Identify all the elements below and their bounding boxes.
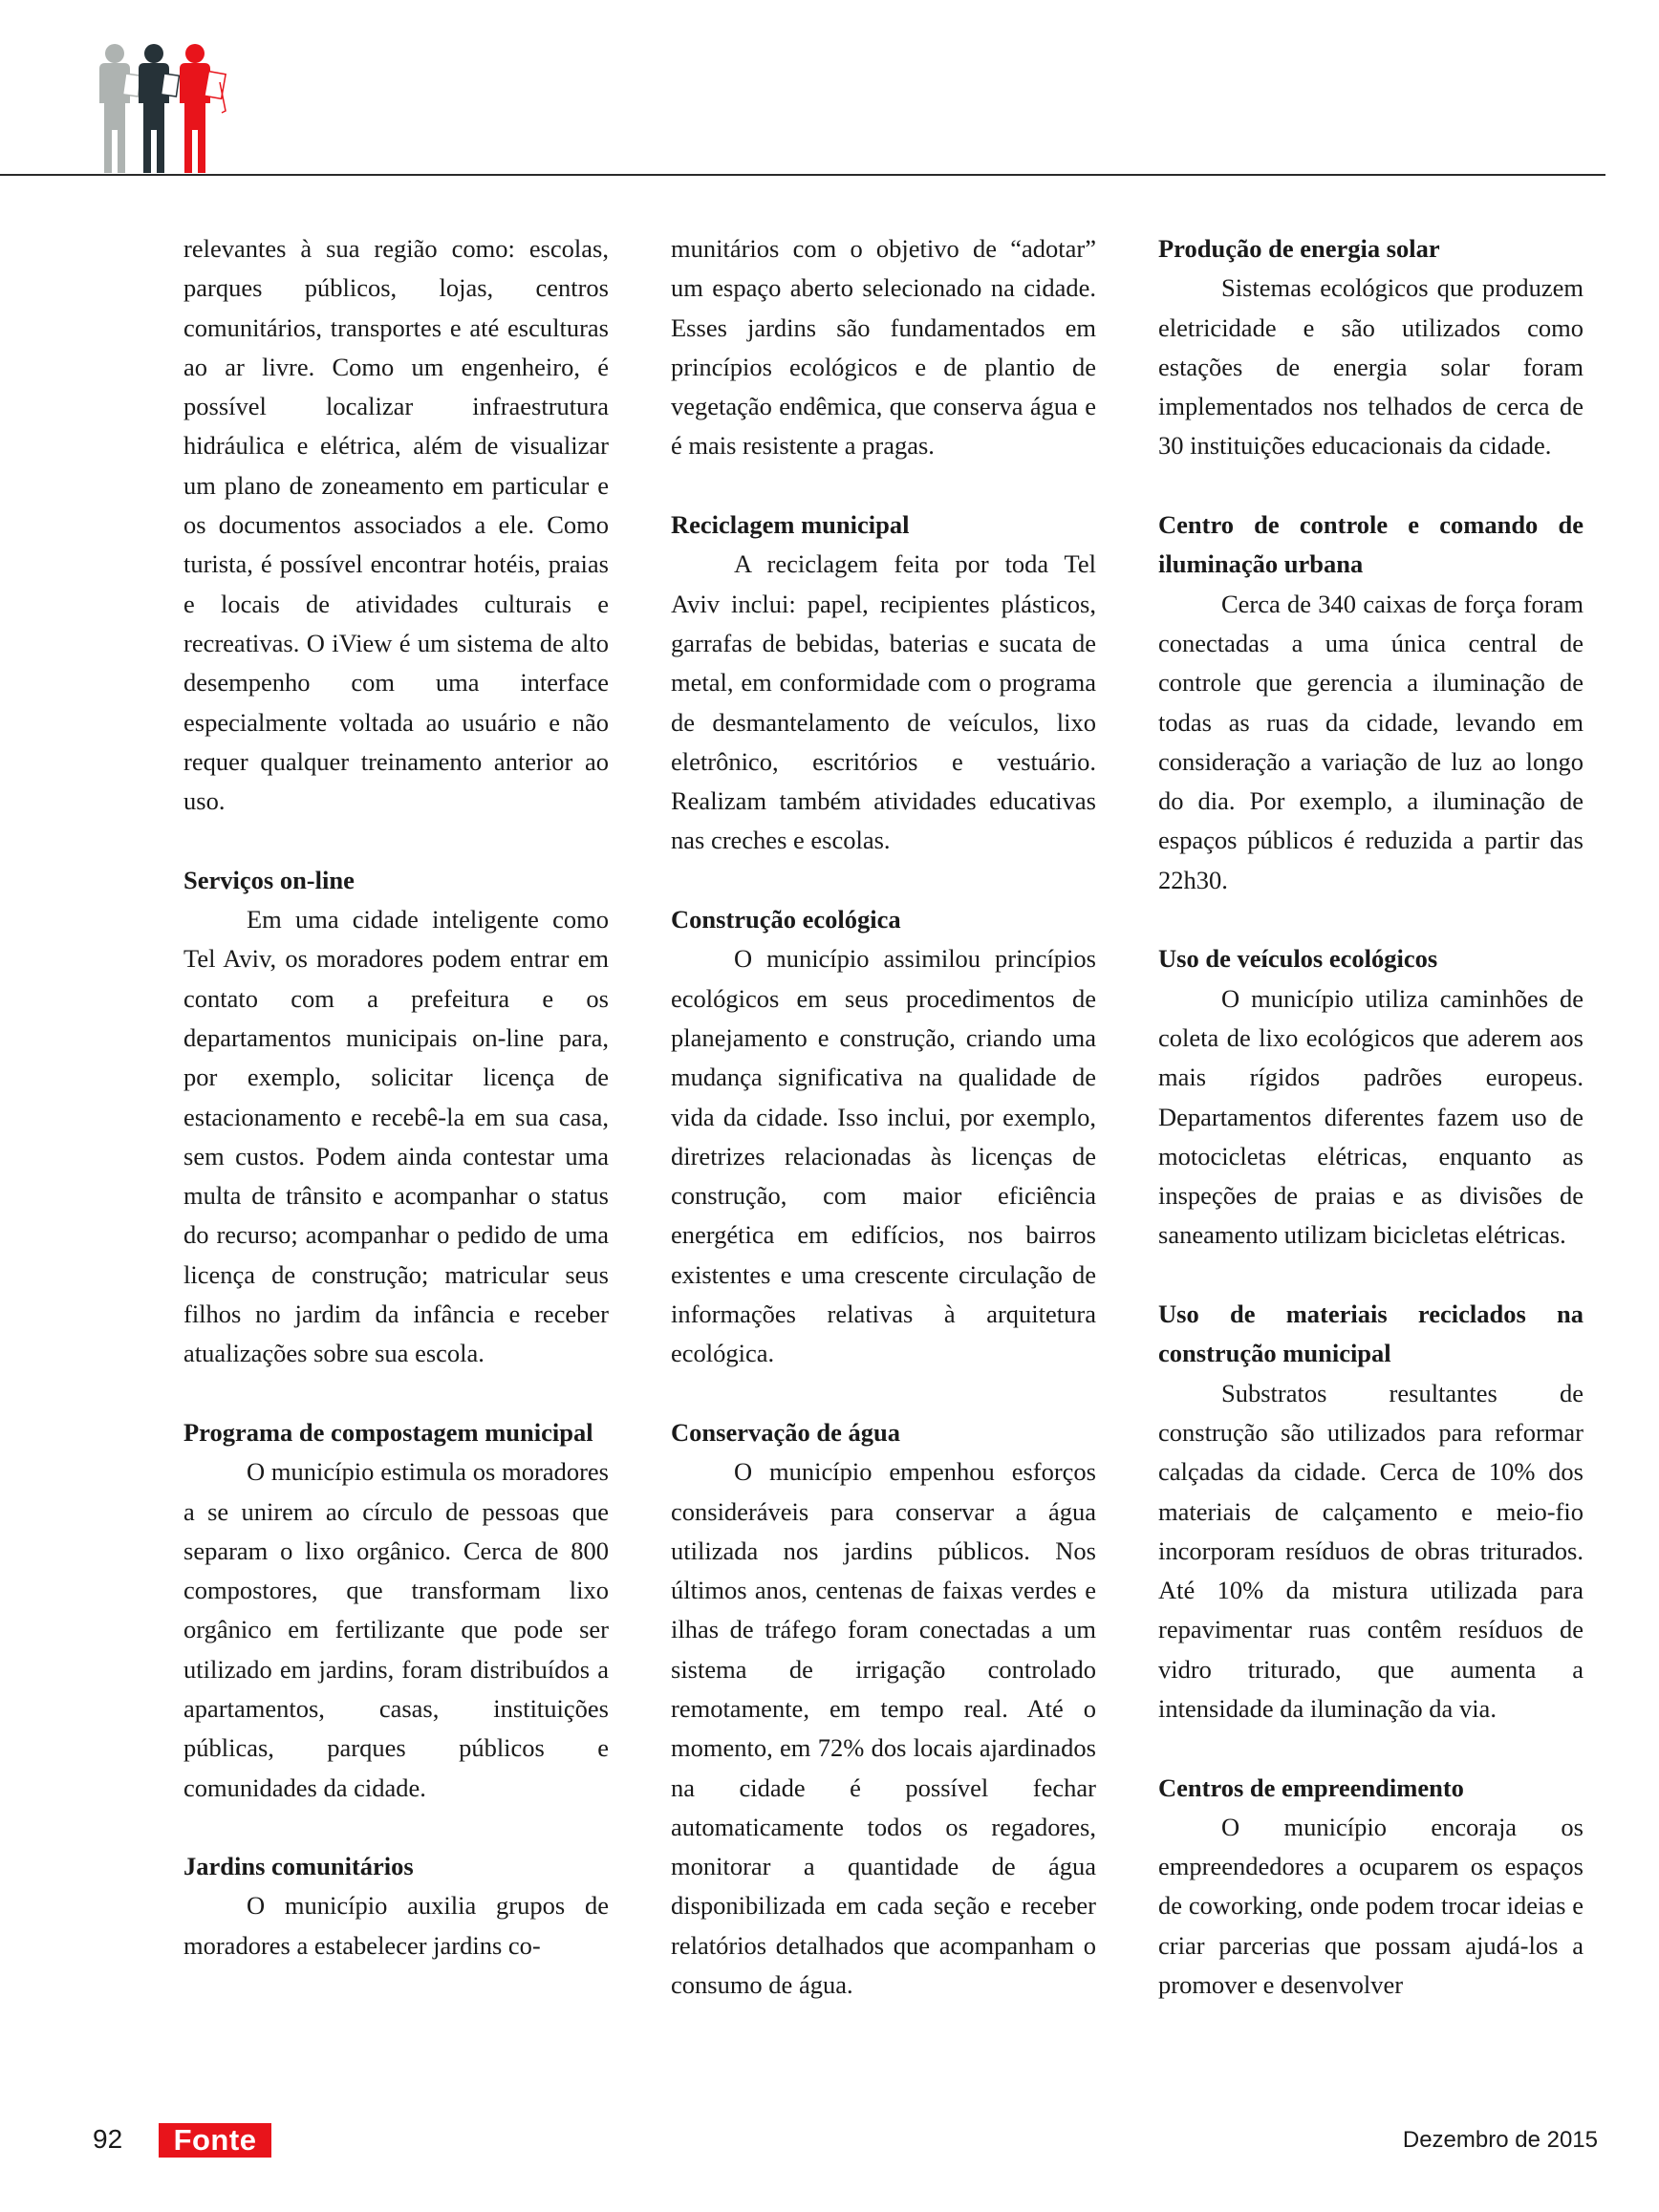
- section-heading: Jardins comunitários: [183, 1852, 414, 1881]
- column-2: [671, 229, 1096, 2005]
- three-people-figures-icon: [96, 44, 239, 178]
- body-paragraph: O município estimula os moradores a se unirem ao círculo de pessoas que separam o lixo orgânico. Cerca de 800 compostores, que transformam lixo orgânico em fertilizante que pode ser utilizado em jardins, foram distribuídos a apartamentos, casas, instituições públicas, parques públicos e comunidades da cidade.: [183, 1457, 609, 1802]
- body-paragraph: O município utiliza caminhões de coleta de lixo ecológicos que aderem aos mais rígidos padrões europeus. Departamentos diferentes fazem uso de motocicletas elétricas, enquanto as inspeções de praias e as divisões de saneamento utilizam bicicletas elétricas.: [1158, 983, 1584, 1250]
- body-paragraph: Substratos resultantes de construção são utilizados para reformar calçadas da cidade. Cerca de 10% dos materiais de calçamento e meio-fio incorporam resíduos de obras triturados. Até 10% da mistura utilizada para repavimentar ruas contêm resíduos de vidro triturado, que aumenta a intensidade da iluminação da via.: [1158, 1378, 1584, 1723]
- section-heading: Uso de veículos ecológicos: [1158, 944, 1438, 974]
- section-gap: [1158, 466, 1584, 505]
- section-gap: [183, 1808, 609, 1847]
- header-rule: [0, 174, 1605, 176]
- section-heading: Reciclagem municipal: [671, 510, 910, 540]
- column-3: [1158, 229, 1584, 2005]
- section-gap: [671, 861, 1096, 900]
- issue-date: Dezembro de 2015: [1402, 2127, 1598, 2153]
- section-heading: Centro de controle e comando de iluminação urbana: [1158, 510, 1584, 579]
- section-heading: Conservação de água: [671, 1417, 900, 1447]
- section-heading: Centros de empreendimento: [1158, 1772, 1464, 1802]
- body-paragraph: O município encoraja os empreendedores a ocuparem os espaços de coworking, onde podem trocar ideias e criar parcerias que possam ajudá-los a promover e desenvolver: [1158, 1812, 1584, 2000]
- body-paragraph: munitários com o objetivo de “adotar” um espaço aberto selecionado na cidade. Esses jardins são fundamentados em princípios ecológicos e de plantio de vegetação endêmica, que conserva água e é mais resistente a pragas.: [671, 234, 1096, 461]
- body-paragraph: Sistemas ecológicos que produzem eletricidade e são utilizados como estações de energia solar foram implementados nos telhados de cerca de 30 instituições educacionais da cidade.: [1158, 273, 1584, 461]
- body-paragraph: O município auxilia grupos de moradores a estabelecer jardins co-: [183, 1891, 609, 1960]
- page-number: 92: [93, 2124, 123, 2154]
- body-paragraph: Em uma cidade inteligente como Tel Aviv, os moradores podem entrar em contato com a prefeitura e os departamentos municipais on-line para, por exemplo, solicitar licença de estacionamento e recebê-la em sua casa, sem custos. Podem ainda contestar uma multa de trânsito e acompanhar o status do recurso; acompanhar o pedido de uma licença de construção; matricular seus filhos no jardim da infância e receber atualizações sobre sua escola.: [183, 905, 609, 1368]
- section-heading: Serviços on-line: [183, 865, 355, 894]
- section-heading: Produção de energia solar: [1158, 234, 1440, 263]
- column-1: [183, 229, 609, 1965]
- body-paragraph: O município empenhou esforços consideráveis para conservar a água utilizada nos jardins públicos. Nos últimos anos, centenas de faixas verdes e ilhas de tráfego foram conectadas a um sistema de irrigação controlado remotamente, em tempo real. Até o momento, em 72% dos locais ajardinados na cidade é possível fechar automaticamente todos os regadores, monitorar a quantidade de água disponibilizada em cada seção e receber relatórios detalhados que acompanham o consumo de água.: [671, 1457, 1096, 2000]
- body-paragraph: A reciclagem feita por toda Tel Aviv inclui: papel, recipientes plásticos, garrafas de bebidas, baterias e sucata de metal, em conformidade com o programa de desmantelamento de veículos, lixo eletrônico, escritórios e vestuário. Realizam também atividades educativas nas creches e escolas.: [671, 549, 1096, 855]
- section-heading: Construção ecológica: [671, 905, 901, 934]
- magazine-logo: Fonte: [159, 2123, 271, 2158]
- section-gap: [183, 821, 609, 860]
- section-gap: [1158, 1256, 1584, 1295]
- section-gap: [671, 466, 1096, 505]
- section-heading: Programa de compostagem municipal: [183, 1417, 593, 1447]
- section-gap: [1158, 1729, 1584, 1768]
- body-paragraph: relevantes à sua região como: escolas, parques públicos, lojas, centros comunitários, transportes e até esculturas ao ar livre. Como um engenheiro, é possível localizar infraestrutura hidráulica e elétrica, além de visualizar um plano de zoneamento em particular e os documentos associados a ele. Como turista, é possível encontrar hotéis, praias e locais de atividades culturais e recreativas. O iView é um sistema de alto desempenho com uma interface especialmente voltada ao usuário e não requer qualquer treinamento anterior ao uso.: [183, 234, 609, 816]
- body-paragraph: O município assimilou princípios ecológicos em seus procedimentos de planejamento e construção, criando uma mudança significativa na qualidade de vida da cidade. Isso inclui, por exemplo, diretrizes relacionadas às licenças de construção, com maior eficiência energética em edifícios, nos bairros existentes e uma crescente circulação de informações relativas à arquitetura ecológica.: [671, 944, 1096, 1368]
- section-gap: [183, 1374, 609, 1413]
- body-paragraph: Cerca de 340 caixas de força foram conectadas a uma única central de controle que gerencia a iluminação de todas as ruas da cidade, levando em consideração a variação de luz ao longo do dia. Por exemplo, a iluminação de espaços públicos é reduzida a partir das 22h30.: [1158, 589, 1584, 894]
- section-gap: [671, 1374, 1096, 1413]
- section-gap: [1158, 900, 1584, 939]
- section-heading: Uso de materiais reciclados na construção municipal: [1158, 1299, 1584, 1368]
